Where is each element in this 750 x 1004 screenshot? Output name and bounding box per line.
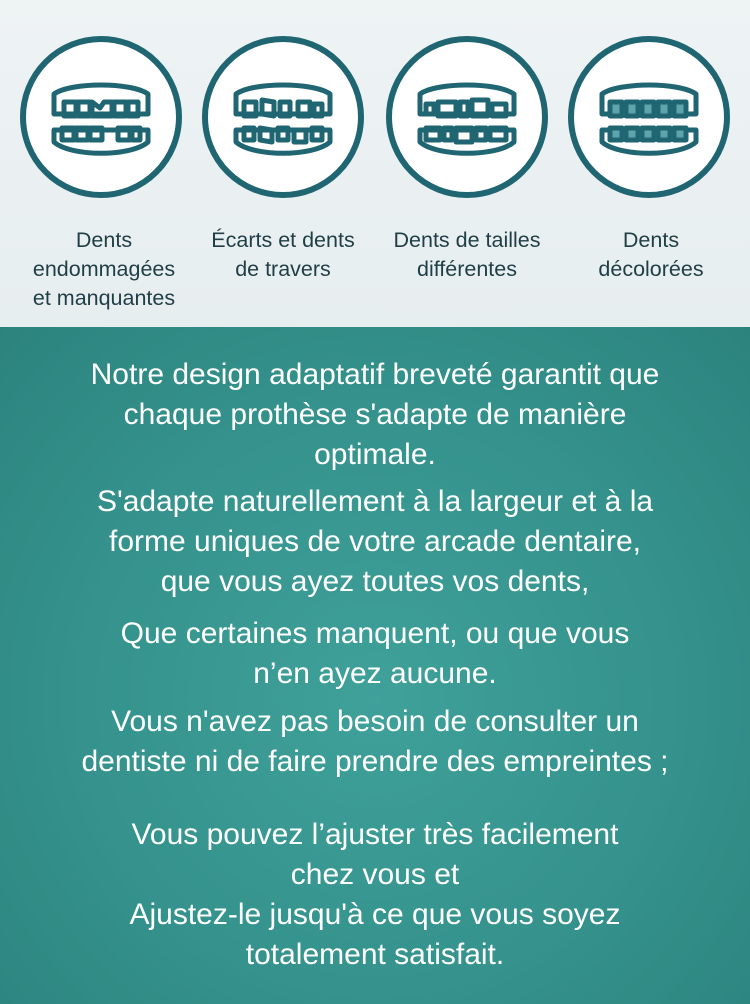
caption-gaps-crooked: Écarts et dents de travers (211, 228, 355, 281)
different-size-teeth-icon (386, 36, 548, 198)
caption-discolored: Dents décolorées (598, 228, 704, 281)
description-panel (0, 327, 750, 1004)
discolored-teeth-icon (568, 36, 730, 198)
paragraph-adapts-naturally: S'adapte naturellement à la largeur et à la forme uniques de votre arcade dentaire, que vous ayez toutes vos dents, (96, 485, 654, 598)
caption-damaged-missing: Dents endommagées et manquantes (32, 228, 176, 310)
paragraph-no-dentist: Vous n'avez pas besoin de consulter un dentiste ni de faire prendre des empreintes ; (81, 705, 669, 778)
paragraph-missing-teeth: Que certaines manquent, ou que vous n’en ayez aucune. (120, 617, 630, 690)
damaged-missing-teeth-icon (20, 36, 182, 198)
paragraph-adjust-at-home: Vous pouvez l’ajuster très facilement chez vous et Ajustez-le jusqu'à ce que vous soyez totalement satisfait. (129, 818, 621, 971)
features-header (0, 0, 750, 327)
gapped-crooked-teeth-icon (202, 36, 364, 198)
caption-different-sizes: Dents de tailles différentes (393, 228, 541, 281)
paragraph-patented-design: Notre design adaptatif breveté garantit que chaque prothèse s'adapte de manière optimale. (90, 358, 660, 471)
